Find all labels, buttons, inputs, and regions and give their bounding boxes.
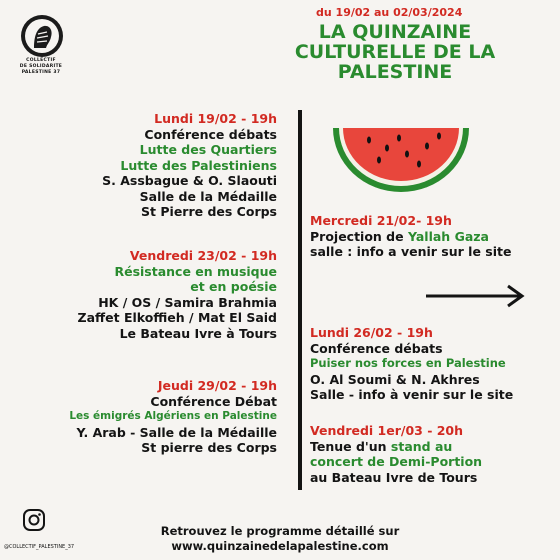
event-vendredi-23-02 [78,248,277,341]
event-vendredi-1er-03 [310,423,482,485]
event-line: Les émigrés Algériens en Palestine [69,410,277,422]
event-lundi-26-02 [310,325,513,403]
event-date: Mercredi 21/02- 19h [310,213,452,228]
event-date: Jeudi 29/02 - 19h [157,378,277,393]
collectif-logo [20,14,64,58]
event-jeudi-29-02 [69,378,277,456]
footer-text: Retrouvez le programme détaillé sur [160,524,400,538]
event-line: Tenue d'un stand au [310,438,453,454]
event-line: Zaffet Elkoffieh / Mat El Said [77,310,277,325]
event-line: Conférence débats [310,340,443,356]
event-line: Conférence Débat [150,393,277,409]
event-line: Le Bateau Ivre à Tours [119,325,277,341]
event-line: salle : info a venir sur le site [310,244,512,259]
event-date: Vendredi 23/02 - 19h [129,248,277,263]
event-line: Puiser nos forces en Palestine [310,356,506,370]
event-line: Lutte des Palestiniens [120,157,277,173]
event-line: concert de Demi-Portion [310,454,483,469]
event-line: Y. Arab - Salle de la Médaille [76,424,277,440]
event-line: Salle de la Médaille [139,188,277,204]
event-line: HK / OS / Samira Brahmia [98,294,277,310]
instagram-handle[interactable]: @COLLECTIF_PALESTINE_37 [4,544,75,550]
event-line: O. Al Soumi & N. Akhres [310,371,480,387]
arrow-right-icon [426,284,526,308]
event-line: St Pierre des Corps [141,204,277,219]
event-line: Salle - info à venir sur le site [310,387,514,402]
footer [0,524,560,554]
event-lundi-19-02 [102,111,277,220]
event-line: Conférence débats [144,126,277,142]
event-line: Projection de Yallah Gaza [310,228,489,244]
event-line: Résistance en musique [114,263,277,279]
website-link[interactable]: www.quinzainedelapalestine.com [171,539,389,553]
event-date: Vendredi 1er/03 - 20h [310,423,464,438]
event-line: St pierre des Corps [141,440,277,455]
event-line: Lutte des Quartiers [139,142,277,157]
logo-caption: COLLECTIF DE SOLIDARITE PALESTINE 37 [19,58,63,75]
event-date: Lundi 26/02 - 19h [310,325,433,340]
event-line: et en poésie [190,279,277,294]
event-line: S. Assbague & O. Slaouti [102,173,277,188]
watermelon-icon [331,124,471,194]
festival-dates: du 19/02 au 02/03/2024 [316,6,463,19]
center-divider [298,110,302,490]
festival-title: LA QUINZAINE CULTURELLE DE LA PALESTINE [294,21,496,83]
event-line: au Bateau Ivre de Tours [310,469,478,485]
event-mercredi-21-02 [310,213,511,260]
event-date: Lundi 19/02 - 19h [154,111,277,126]
